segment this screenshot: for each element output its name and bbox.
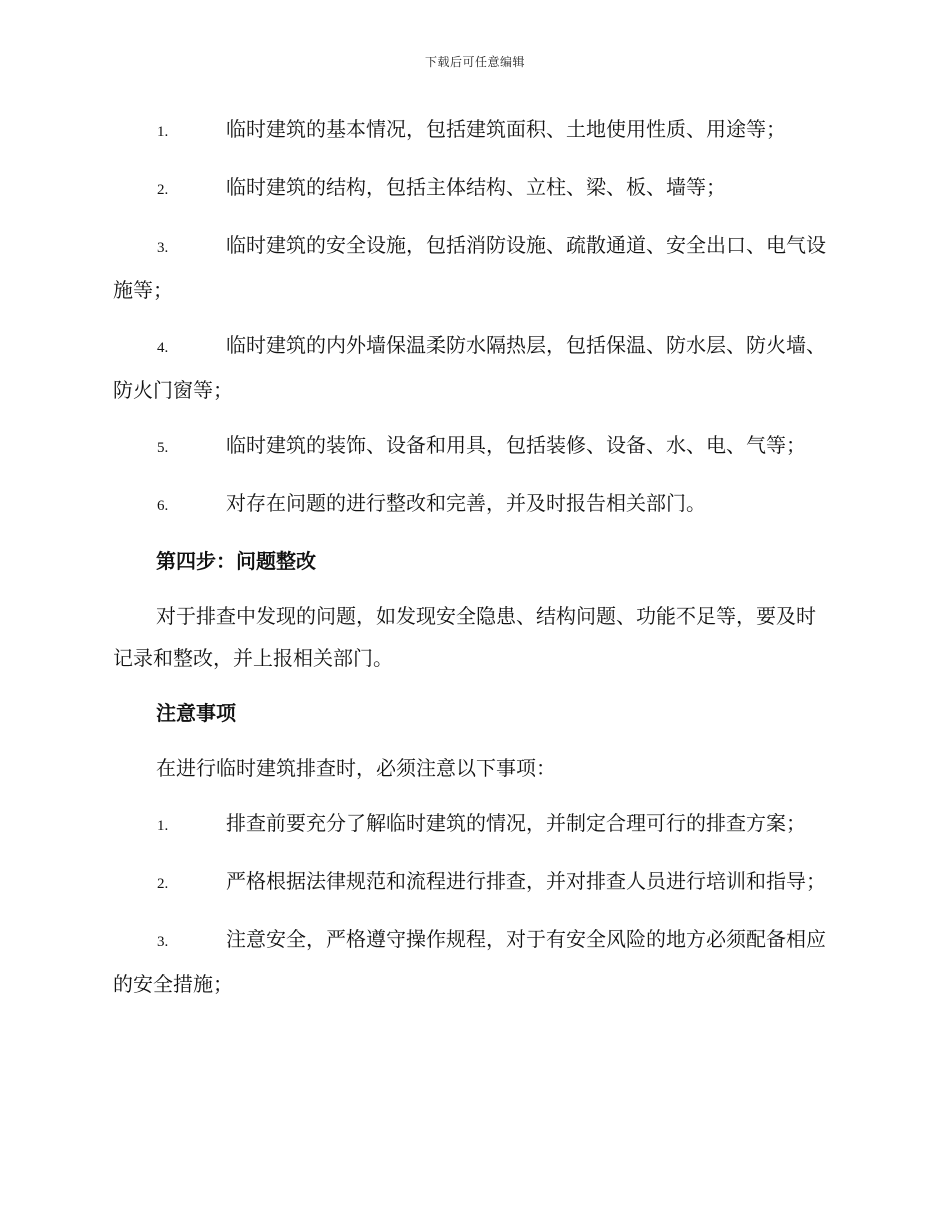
list-text: 临时建筑的基本情况，包括建筑面积、土地使用性质、用途等； <box>226 117 786 141</box>
list-item <box>113 324 833 411</box>
document-body <box>113 108 833 1018</box>
list-number: 4. <box>157 340 169 356</box>
list-number: 2. <box>157 182 169 198</box>
list-text: 严格根据法律规范和流程进行排查，并对排查人员进行培训和指导； <box>226 869 826 893</box>
list-text: 排查前要充分了解临时建筑的情况，并制定合理可行的排查方案； <box>226 811 806 835</box>
list-item <box>113 860 833 905</box>
list-item <box>113 166 833 211</box>
list-number: 1. <box>157 818 169 834</box>
list-item <box>113 802 833 847</box>
list-item <box>113 224 833 311</box>
list-number: 3. <box>157 934 169 950</box>
list-text: 临时建筑的装饰、设备和用具，包括装修、设备、水、电、气等； <box>226 433 806 457</box>
list-item <box>113 108 833 153</box>
page-header: 下载后可任意编辑 <box>424 55 525 69</box>
list-number: 3. <box>157 240 169 256</box>
list-item <box>113 918 833 1005</box>
list-number: 1. <box>157 124 169 140</box>
list-text: 临时建筑的安全设施，包括消防设施、疏散通道、安全出口、电气设施等； <box>113 233 826 302</box>
list-item <box>113 424 833 469</box>
list-number: 5. <box>157 440 169 456</box>
section-paragraph-step4: 对于排查中发现的问题，如发现安全隐患、结构问题、功能不足等，要及时记录和整改，并上报相关部门。 <box>113 604 816 670</box>
list-number: 6. <box>157 498 169 514</box>
list-text: 临时建筑的内外墙保温柔防水隔热层，包括保温、防水层、防火墙、防火门窗等； <box>113 333 826 402</box>
notes-intro: 在进行临时建筑排查时，必须注意以下事项： <box>156 756 556 780</box>
list-item <box>113 482 833 527</box>
list-text: 临时建筑的结构，包括主体结构、立柱、梁、板、墙等； <box>226 175 726 199</box>
section-heading-step4: 第四步：问题整改 <box>156 549 316 573</box>
list-text: 注意安全，严格遵守操作规程，对于有安全风险的地方必须配备相应的安全措施； <box>113 927 826 996</box>
section-heading-notes: 注意事项 <box>156 701 236 725</box>
list-number: 2. <box>157 876 169 892</box>
list-text: 对存在问题的进行整改和完善，并及时报告相关部门。 <box>226 491 706 515</box>
